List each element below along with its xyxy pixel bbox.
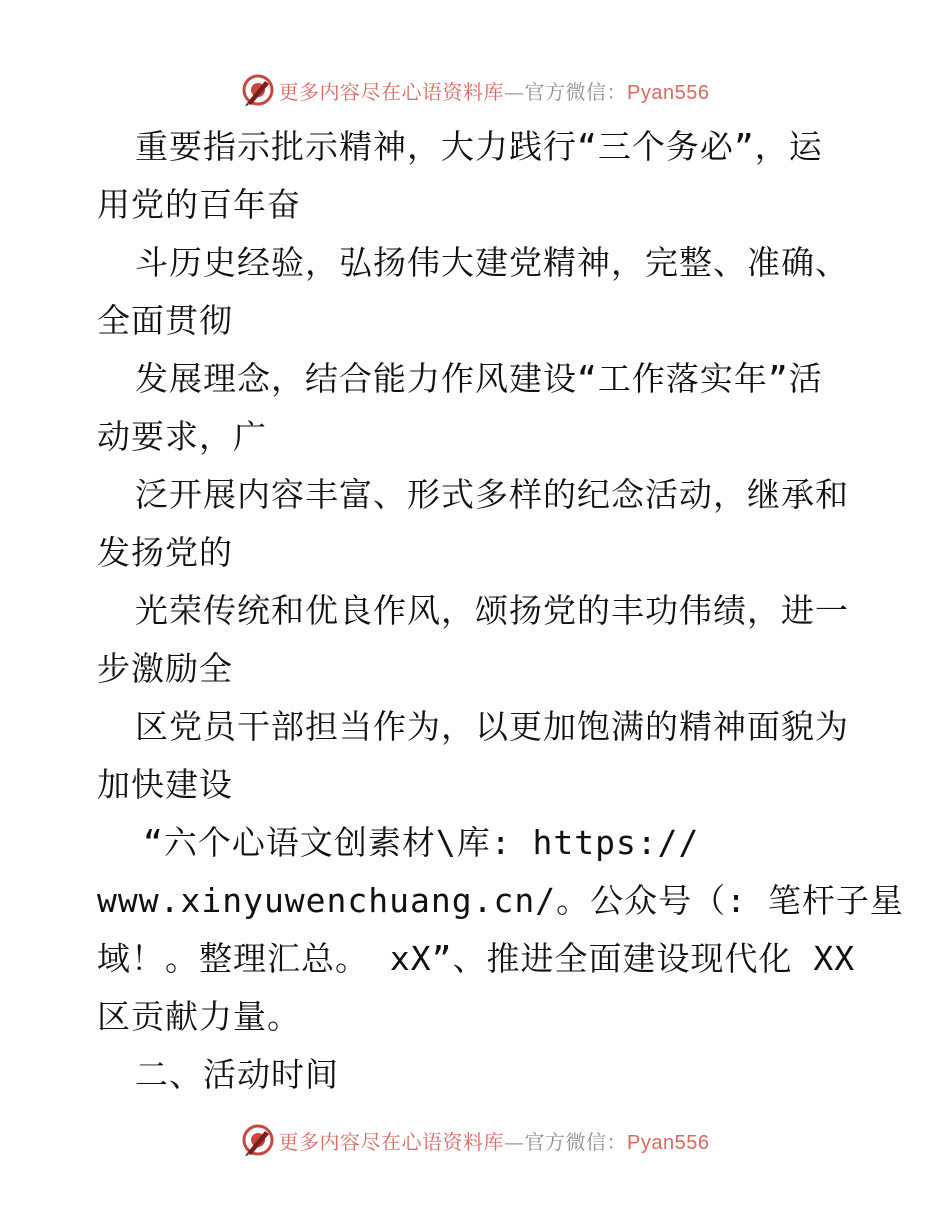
body-line: 重要指示批示精神，大力践行“三个务必”，运 <box>135 127 823 166</box>
body-line: 用党的百年奋 <box>97 185 301 224</box>
pen-logo-icon <box>241 73 275 107</box>
footer-wechat-id: Pyan556 <box>627 1131 710 1154</box>
footer-banner-separator: — <box>504 1129 525 1154</box>
section-heading: 二、活动时间 <box>135 1055 339 1094</box>
header-banner <box>0 70 950 110</box>
header-banner-title: 更多内容尽在心语资料库 <box>278 79 505 104</box>
body-line: 发扬党的 <box>97 533 233 572</box>
footer-wechat-label: 官方微信： <box>524 1129 628 1154</box>
body-line: 泛开展内容丰富、形式多样的纪念活动，继承和 <box>135 475 849 514</box>
body-line: 动要求，广 <box>97 417 267 456</box>
footer-banner <box>0 1120 950 1160</box>
body-line: 全面贯彻 <box>97 301 233 340</box>
footer-banner-title: 更多内容尽在心语资料库 <box>278 1129 505 1154</box>
document-body <box>97 118 904 1104</box>
header-banner-text <box>279 76 710 105</box>
body-line: 斗历史经验，弘扬伟大建党精神，完整、准确、 <box>135 243 849 282</box>
body-line: 加快建设 <box>97 765 233 804</box>
body-line: 区贡献力量。 <box>97 997 301 1036</box>
pen-logo-icon <box>241 1123 275 1157</box>
header-wechat-label: 官方微信： <box>524 79 628 104</box>
body-line: www.xinyuwenchuang.cn/。公众号（: 笔杆子星 <box>97 881 904 920</box>
body-line: 域！。整理汇总。 xX”、推进全面建设现代化 XX <box>97 939 856 978</box>
body-line: 区党员干部担当作为，以更加饱满的精神面貌为 <box>135 707 849 746</box>
body-line: 光荣传统和优良作风，颂扬党的丰功伟绩，进一 <box>135 591 849 630</box>
body-line: “六个心语文创素材\库: https:// <box>143 823 700 862</box>
footer-banner-text <box>279 1126 710 1155</box>
body-line: 发展理念，结合能力作风建设“工作落实年”活 <box>135 359 823 398</box>
body-line: 步激励全 <box>97 649 233 688</box>
header-wechat-id: Pyan556 <box>627 81 710 104</box>
header-banner-separator: — <box>504 79 525 104</box>
